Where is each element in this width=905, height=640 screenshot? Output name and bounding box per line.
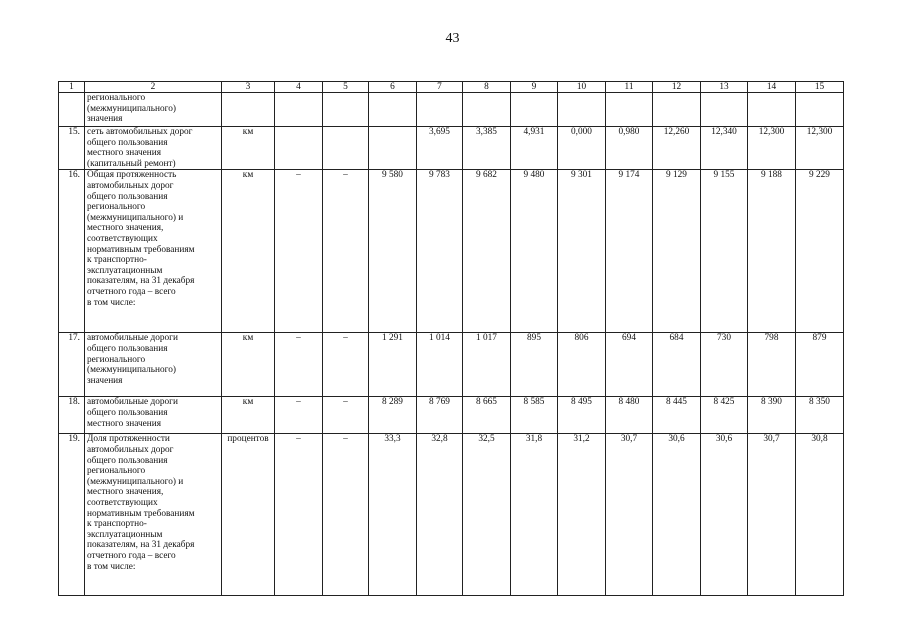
unit-cell: км: [222, 170, 275, 333]
row-name-line: автомобильные дороги: [87, 397, 178, 408]
row-name-line: к транспортно-: [87, 519, 147, 530]
value-cell: 8 390: [748, 397, 796, 434]
value-cell: 798: [748, 333, 796, 397]
value-cell: 9 682: [463, 170, 511, 333]
value-cell: 33,3: [369, 434, 417, 596]
value-cell: 9 188: [748, 170, 796, 333]
value-cell: 12,300: [796, 127, 844, 170]
value-cell: 3,385: [463, 127, 511, 170]
value-cell: 9 783: [417, 170, 463, 333]
row-name-line: отчетного года – всего: [87, 550, 176, 561]
value-cell: 30,7: [748, 434, 796, 596]
value-cell: [606, 93, 653, 127]
value-cell: [511, 93, 558, 127]
value-cell: 0,980: [606, 127, 653, 170]
value-cell: 12,300: [748, 127, 796, 170]
value-cell: 1 291: [369, 333, 417, 397]
value-cell: 806: [558, 333, 606, 397]
value-cell: 879: [796, 333, 844, 397]
value-cell: 694: [606, 333, 653, 397]
row-number: 17.: [59, 333, 85, 397]
row-name-line: регионального: [87, 93, 146, 103]
row-name-line: Общая протяженность: [87, 170, 177, 181]
value-cell: 3,695: [417, 127, 463, 170]
value-cell: 9 129: [653, 170, 701, 333]
row-name-line: сеть автомобильных дорог: [87, 127, 193, 137]
row-name-line: (межмуниципального): [87, 103, 176, 114]
row-name-line: Доля протяженности: [87, 434, 170, 445]
value-cell: 1 014: [417, 333, 463, 397]
row-name-line: соответствующих: [87, 233, 158, 244]
unit-cell: км: [222, 397, 275, 434]
row-name-line: (межмуниципального) и: [87, 476, 184, 487]
unit-cell: км: [222, 333, 275, 397]
col5-cell: –: [323, 434, 369, 596]
value-cell: 9 174: [606, 170, 653, 333]
value-cell: 30,8: [796, 434, 844, 596]
column-header: 5: [323, 82, 369, 93]
value-cell: 31,8: [511, 434, 558, 596]
column-header: 1: [59, 82, 85, 93]
row-name-line: местного значения: [87, 418, 162, 429]
row-name-line: общего пользования: [87, 343, 168, 354]
row-name-line: регионального: [87, 466, 146, 477]
col5-cell: –: [323, 397, 369, 434]
row-name-line: общего пользования: [87, 137, 168, 148]
value-cell: [417, 93, 463, 127]
value-cell: 32,5: [463, 434, 511, 596]
row-name-line: автомобильные дороги: [87, 333, 178, 344]
table-row: [59, 397, 844, 434]
value-cell: 4,931: [511, 127, 558, 170]
value-cell: 9 229: [796, 170, 844, 333]
row-name-line: общего пользования: [87, 455, 168, 466]
data-table: [58, 81, 844, 596]
table-row: [59, 127, 844, 170]
value-cell: [369, 127, 417, 170]
row-name: [85, 333, 222, 397]
row-name-line: (межмуниципального): [87, 365, 176, 376]
row-name-line: регионального: [87, 354, 146, 365]
row-number: 15.: [59, 127, 85, 170]
col4-cell: [275, 127, 323, 170]
value-cell: 31,2: [558, 434, 606, 596]
row-name: [85, 127, 222, 170]
table-row: [59, 93, 844, 127]
value-cell: [748, 93, 796, 127]
row-name: [85, 434, 222, 596]
table-row: [59, 170, 844, 333]
value-cell: 8 425: [701, 397, 748, 434]
value-cell: [369, 93, 417, 127]
value-cell: 9 301: [558, 170, 606, 333]
col4-cell: –: [275, 333, 323, 397]
row-name-line: значения: [87, 114, 123, 125]
row-number: 16.: [59, 170, 85, 333]
row-name-line: соответствующих: [87, 497, 158, 508]
table-row: [59, 333, 844, 397]
col4-cell: –: [275, 434, 323, 596]
row-name-line: общего пользования: [87, 191, 168, 202]
value-cell: 684: [653, 333, 701, 397]
column-header: 12: [653, 82, 701, 93]
col5-cell: –: [323, 333, 369, 397]
row-number: [59, 93, 85, 127]
col4-cell: –: [275, 397, 323, 434]
value-cell: 8 350: [796, 397, 844, 434]
row-name-line: в том числе:: [87, 561, 136, 572]
value-cell: [463, 93, 511, 127]
row-name-line: значения: [87, 375, 123, 386]
col5-cell: –: [323, 170, 369, 333]
value-cell: 1 017: [463, 333, 511, 397]
column-header: 8: [463, 82, 511, 93]
row-name-line: местного значения,: [87, 223, 164, 234]
header-row: [59, 82, 844, 93]
value-cell: 12,260: [653, 127, 701, 170]
row-name-line: эксплуатационным: [87, 529, 163, 540]
row-number: 18.: [59, 397, 85, 434]
value-cell: 0,000: [558, 127, 606, 170]
row-name-line: показателям, на 31 декабря: [87, 540, 195, 551]
row-name-line: общего пользования: [87, 407, 168, 418]
column-header: 4: [275, 82, 323, 93]
row-name: [85, 170, 222, 333]
value-cell: 8 445: [653, 397, 701, 434]
row-number: 19.: [59, 434, 85, 596]
column-header: 6: [369, 82, 417, 93]
row-name-line: регионального: [87, 202, 146, 213]
column-header: 7: [417, 82, 463, 93]
row-name-line: в том числе:: [87, 297, 136, 308]
row-name-line: эксплуатационным: [87, 265, 163, 276]
column-header: 14: [748, 82, 796, 93]
value-cell: 30,7: [606, 434, 653, 596]
value-cell: [558, 93, 606, 127]
column-header: 3: [222, 82, 275, 93]
table-row: [59, 434, 844, 596]
row-name-line: автомобильных дорог: [87, 180, 174, 191]
value-cell: 30,6: [701, 434, 748, 596]
row-name-line: (капитальный ремонт): [87, 158, 176, 169]
row-name: [85, 93, 222, 127]
column-header: 15: [796, 82, 844, 93]
value-cell: 8 480: [606, 397, 653, 434]
value-cell: 9 155: [701, 170, 748, 333]
page-number: 43: [445, 31, 460, 46]
row-name-line: (межмуниципального) и: [87, 212, 184, 223]
row-name-line: нормативным требованиям: [87, 244, 195, 255]
value-cell: 9 480: [511, 170, 558, 333]
unit-cell: [222, 93, 275, 127]
column-header: 9: [511, 82, 558, 93]
value-cell: 8 289: [369, 397, 417, 434]
value-cell: [653, 93, 701, 127]
row-name: [85, 397, 222, 434]
col4-cell: –: [275, 170, 323, 333]
row-name-line: отчетного года – всего: [87, 286, 176, 297]
value-cell: 895: [511, 333, 558, 397]
value-cell: 30,6: [653, 434, 701, 596]
unit-cell: процентов: [222, 434, 275, 596]
unit-cell: км: [222, 127, 275, 170]
column-header: 13: [701, 82, 748, 93]
row-name-line: местного значения: [87, 148, 162, 159]
col4-cell: [275, 93, 323, 127]
value-cell: 8 495: [558, 397, 606, 434]
value-cell: 9 580: [369, 170, 417, 333]
row-name-line: местного значения,: [87, 487, 164, 498]
value-cell: 8 769: [417, 397, 463, 434]
row-name-line: к транспортно-: [87, 255, 147, 266]
value-cell: 32,8: [417, 434, 463, 596]
col5-cell: [323, 127, 369, 170]
row-name-line: нормативным требованиям: [87, 508, 195, 519]
value-cell: 12,340: [701, 127, 748, 170]
row-name-line: показателям, на 31 декабря: [87, 276, 195, 287]
column-header: 11: [606, 82, 653, 93]
value-cell: 730: [701, 333, 748, 397]
column-header: 10: [558, 82, 606, 93]
value-cell: 8 665: [463, 397, 511, 434]
value-cell: [701, 93, 748, 127]
row-name-line: автомобильных дорог: [87, 444, 174, 455]
value-cell: 8 585: [511, 397, 558, 434]
value-cell: [796, 93, 844, 127]
col5-cell: [323, 93, 369, 127]
column-header: 2: [85, 82, 222, 93]
